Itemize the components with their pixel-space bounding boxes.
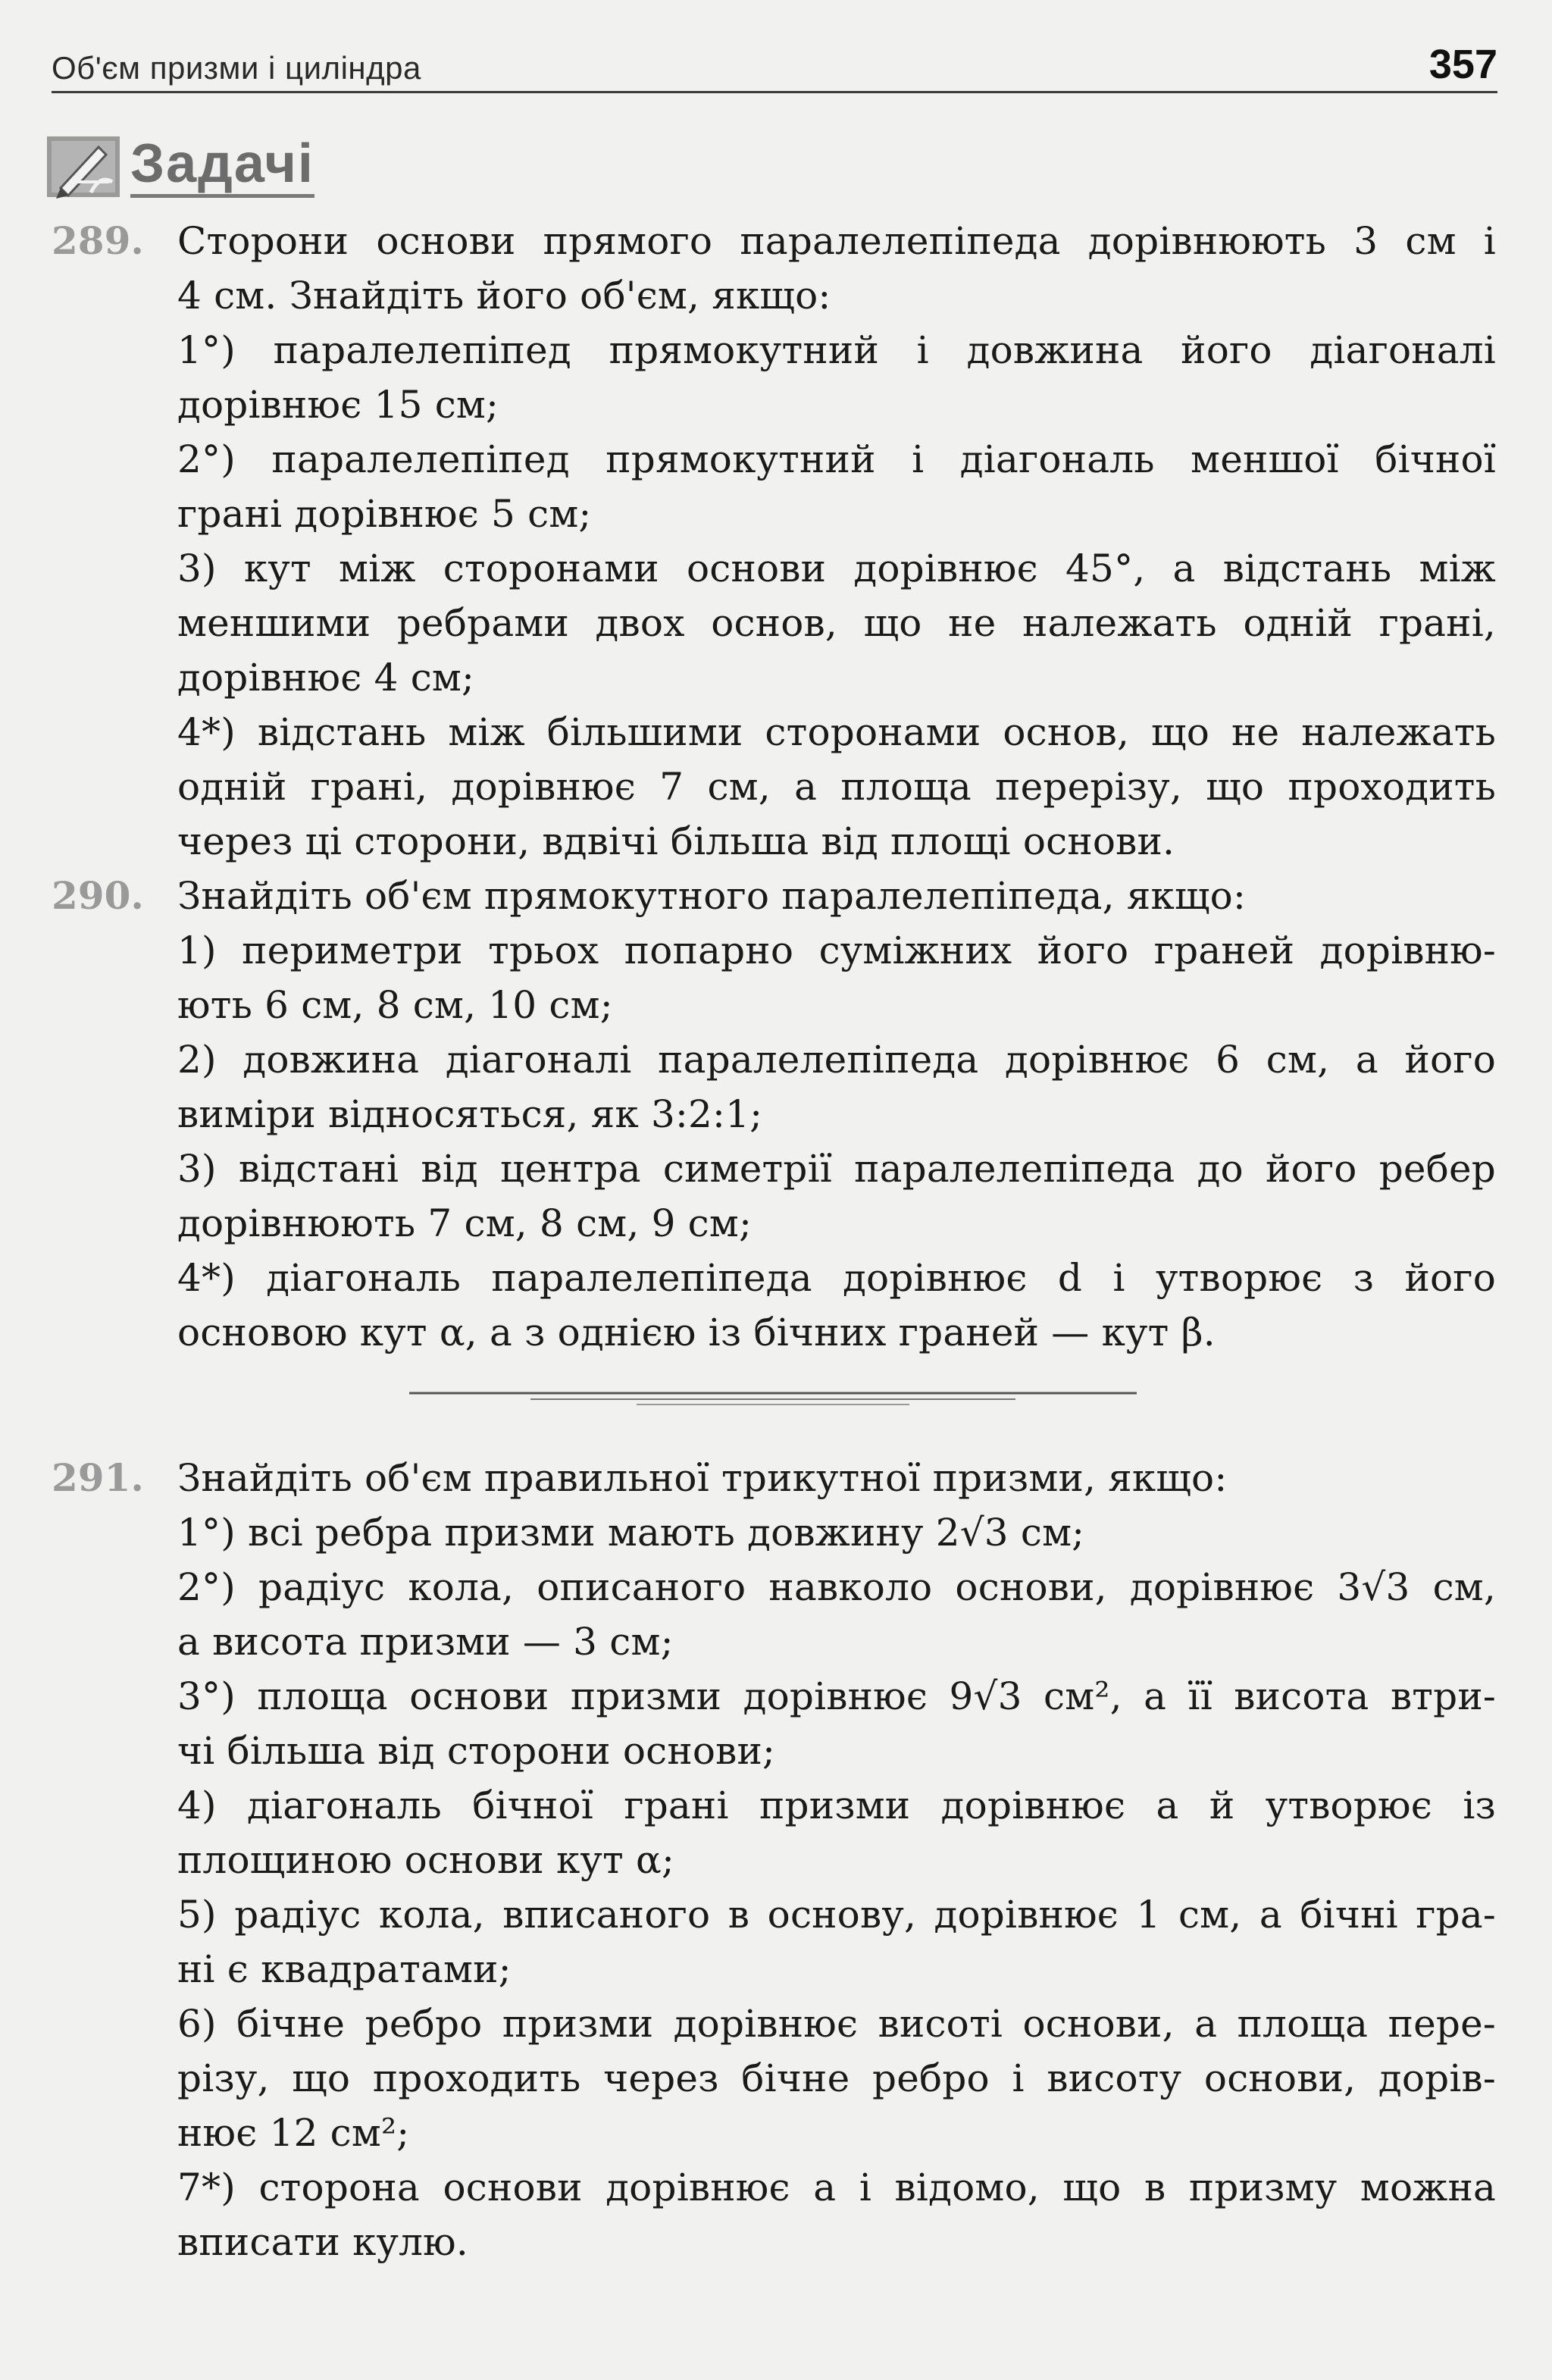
problem-289: [0, 214, 1552, 869]
text-line: 3°) площа основи призми дорівнює 9√3 см², а її висота втри-: [177, 1674, 1496, 1718]
problem-291: [0, 1451, 1552, 2269]
text-line: 4*) діагональ паралелепіпеда дорівнює d і утворює з його: [177, 1256, 1496, 1300]
text-line: меншими ребрами двох основ, що не належать одній грані,: [177, 601, 1496, 645]
text-line: 4*) відстань між більшими сторонами основ, що не належать: [177, 710, 1496, 754]
divider-rule: [409, 1383, 1137, 1413]
problem-number: 291.: [52, 1455, 144, 1500]
running-title: Об'єм призми і циліндра: [52, 50, 421, 86]
text-line: різу, що проходить через бічне ребро і висоту основи, дорів-: [177, 2056, 1496, 2100]
text-line: нює 12 см²;: [177, 2111, 410, 2155]
text-line: чі більша від сторони основи;: [177, 1729, 776, 1773]
text-line: дорівнюють 7 см, 8 см, 9 см;: [177, 1201, 753, 1245]
text-line: дорівнює 4 см;: [177, 656, 475, 700]
text-line: ні є квадратами;: [177, 1947, 512, 1991]
problem-number: 290.: [52, 873, 144, 918]
text-line: 1°) паралелепіпед прямокутний і довжина його діагоналі: [177, 328, 1496, 372]
text-line: 3) кут між сторонами основи дорівнює 45°, а відстань між: [177, 546, 1496, 590]
text-line: 2) довжина діагоналі паралелепіпеда дорівнює 6 см, а його: [177, 1038, 1496, 1082]
problem-number: 289.: [52, 218, 144, 263]
section-heading: [45, 127, 314, 203]
section-title: Задачі: [130, 133, 314, 198]
problem-290: [0, 869, 1552, 1360]
text-line: вписати кулю.: [177, 2220, 468, 2264]
pencil-icon: [45, 129, 124, 202]
text-line: Сторони основи прямого паралелепіпеда дорівнюють 3 см і: [177, 219, 1496, 263]
text-line: грані дорівнює 5 см;: [177, 492, 592, 536]
text-line: 1°) всі ребра призми мають довжину 2√3 см;: [177, 1511, 1085, 1555]
text-line: дорівнює 15 см;: [177, 383, 499, 427]
problems-list: [0, 214, 1552, 2269]
text-line: 1) периметри трьох попарно суміжних його граней дорівню-: [177, 929, 1496, 972]
text-line: 4) діагональ бічної грані призми дорівнює a й утворює із: [177, 1783, 1496, 1827]
text-line: 2°) радіус кола, описаного навколо основи, дорівнює 3√3 см,: [177, 1565, 1496, 1609]
text-line: а висота призми — 3 см;: [177, 1620, 674, 1664]
text-line: 7*) сторона основи дорівнює a і відомо, що в призму можна: [177, 2165, 1496, 2209]
page-number: 357: [1428, 42, 1497, 87]
text-line: 4 см. Знайдіть його об'єм, якщо:: [177, 274, 831, 318]
text-line: основою кут α, а з однією із бічних граней — кут β.: [177, 1311, 1216, 1354]
text-line: одній грані, дорівнює 7 см, а площа перерізу, що проходить: [177, 765, 1496, 809]
section-divider: [0, 1375, 1552, 1420]
text-line: ють 6 см, 8 см, 10 см;: [177, 983, 613, 1027]
text-line: 2°) паралелепіпед прямокутний і діагональ меншої бічної: [177, 437, 1496, 481]
text-line: площиною основи кут α;: [177, 1838, 674, 1882]
text-line: 6) бічне ребро призми дорівнює висоті основи, а площа пере-: [177, 2002, 1496, 2046]
text-line: Знайдіть об'єм прямокутного паралелепіпеда, якщо:: [177, 874, 1247, 918]
text-line: виміри відносяться, як 3:2:1;: [177, 1092, 763, 1136]
text-line: через ці сторони, вдвічі більша від площі основи.: [177, 819, 1175, 863]
text-line: 5) радіус кола, вписаного в основу, дорівнює 1 см, а бічні гра-: [177, 1893, 1496, 1937]
running-header: [52, 36, 1497, 93]
text-line: Знайдіть об'єм правильної трикутної призми, якщо:: [177, 1456, 1228, 1500]
text-line: 3) відстані від центра симетрії паралелепіпеда до його ребер: [177, 1147, 1496, 1191]
